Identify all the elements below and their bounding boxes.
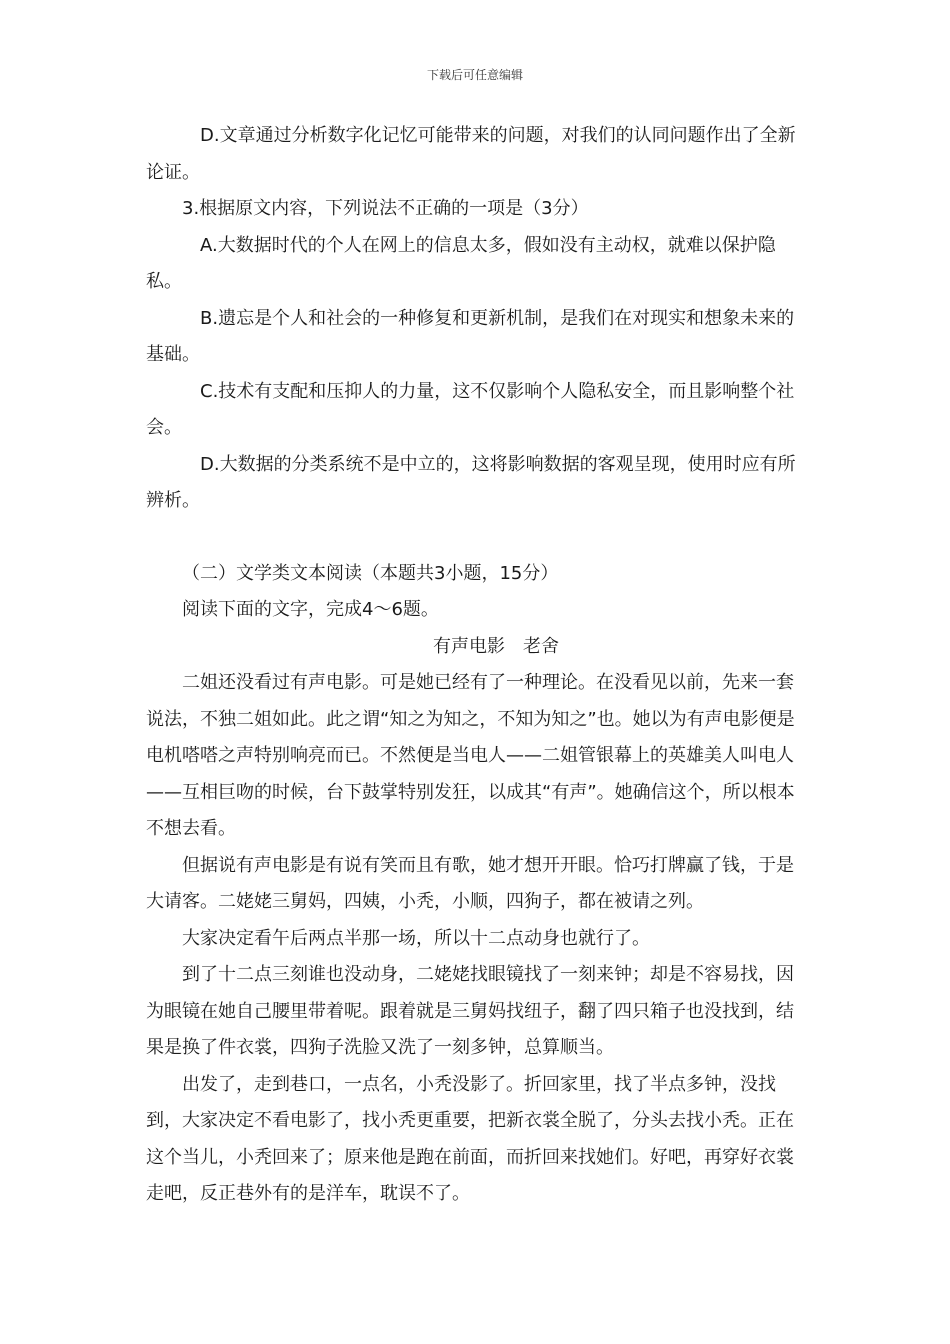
question3-stem: 3.根据原文内容，下列说法不正确的一项是（3分） (182, 198, 589, 219)
document-body (146, 118, 806, 1213)
page-header: 下载后可任意编辑 (426, 68, 523, 82)
story-paragraph: 出发了，走到巷口，一点名，小秃没影了。折回家里，找了半点多钟，没找到，大家决定不看电影了，找小秃更重要，把新衣裳全脱了，分头去找小秃。正在这个当儿，小秃回来了；原来他是跑在前面，而折回来找她们。好吧，再穿好衣裳走吧，反正巷外有的是洋车，耽误不了。 (146, 1073, 794, 1204)
story-paragraph: 到了十二点三刻谁也没动身，二姥姥找眼镜找了一刻来钟；却是不容易找，因为眼镜在她自己腰里带着呢。跟着就是三舅妈找纽子，翻了四只箱子也没找到，结果是换了件衣裳，四狗子洗脸又洗了一刻多钟，总算顺当。 (146, 964, 794, 1058)
section2-instruction: 阅读下面的文字，完成4～6题。 (182, 599, 439, 620)
question3-option-a: A.大数据时代的个人在网上的信息太多，假如没有主动权，就难以保护隐私。 (146, 234, 776, 292)
question3-option-c: C.技术有支配和压抑人的力量，这不仅影响个人隐私安全，而且影响整个社会。 (146, 380, 795, 438)
q2-option-d: D.文章通过分析数字化记忆可能带来的问题，对我们的认同问题作出了全新论证。 (146, 125, 796, 183)
section2-heading: （二）文学类文本阅读（本题共3小题，15分） (182, 562, 559, 584)
question3-option-b: B.遗忘是个人和社会的一种修复和更新机制，是我们在对现实和想象未来的基础。 (146, 307, 795, 365)
story-paragraph: 但据说有声电影是有说有笑而且有歌，她才想开开眼。恰巧打牌赢了钱，于是大请客。二姥姥三舅妈，四姨，小秃，小顺，四狗子，都在被请之列。 (146, 854, 794, 912)
question3-option-d: D.大数据的分类系统不是中立的，这将影响数据的客观呈现，使用时应有所辨析。 (146, 453, 796, 511)
story-title: 有声电影 老舍 (433, 635, 559, 657)
story-paragraph: 大家决定看午后两点半那一场，所以十二点动身也就行了。 (182, 927, 650, 949)
story-paragraph: 二姐还没看过有声电影。可是她已经有了一种理论。在没看见以前，先来一套说法，不独二姐如此。此之谓“知之为知之，不知为知之”也。她以为有声电影便是电机嗒嗒之声特别响亮而已。不然便是当电人——二姐管银幕上的英雄美人叫电人——互相巨吻的时候，台下鼓掌特别发狂，以成其“有声”。她确信这个，所以根本不想去看。 (146, 672, 795, 839)
